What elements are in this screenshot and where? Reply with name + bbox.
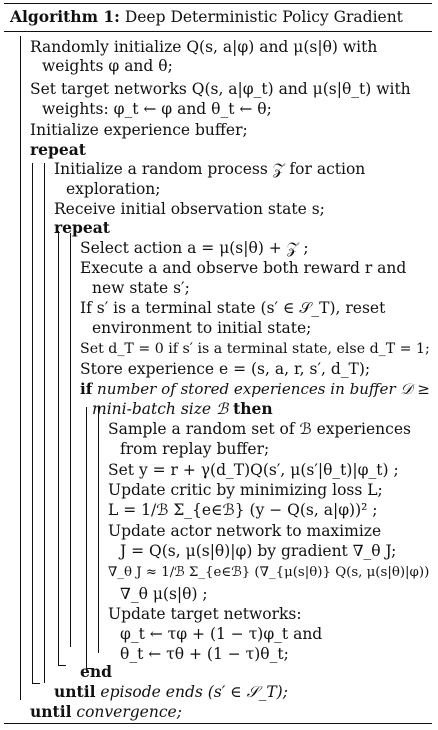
- outer-repeat-bar: [32, 163, 33, 683]
- line-10: Execute a and observe both reward r and: [80, 259, 407, 277]
- outer-repeat-tick: [32, 683, 40, 684]
- line-19: Update critic by minimizing loss L;: [108, 481, 383, 499]
- until-outer-keyword: until: [30, 702, 72, 721]
- outer-repeat-body-bar: [44, 163, 45, 683]
- line-25: Update target networks:: [108, 605, 302, 623]
- inner-repeat-tick: [58, 665, 66, 666]
- line-21: Update actor network to maximize: [108, 522, 382, 540]
- line-18: Set y = r + γ(d_T)Q(s′, μ(s′|θ_t)|φ_t) ;: [108, 461, 399, 479]
- line-16: Sample a random set of ℬ experiences: [108, 420, 411, 438]
- line-26: φ_t ← τφ + (1 − τ)φ_t and: [120, 625, 323, 643]
- line-8: Receive initial observation state s;: [54, 200, 325, 218]
- if-line: [80, 379, 430, 399]
- inner-repeat-body-bar: [70, 233, 71, 647]
- top-rule: [4, 3, 432, 4]
- algorithm-caption: [10, 7, 403, 27]
- if-condition-cont: [92, 399, 273, 419]
- line-1: Randomly initialize Q(s, a|φ) and μ(s|θ) with: [30, 38, 378, 56]
- until-outer-condition: convergence;: [76, 703, 182, 721]
- if-condition-2: mini-batch size ℬ: [92, 400, 229, 418]
- outer-block-bar: [20, 36, 21, 700]
- until-inner-keyword: until: [54, 682, 96, 701]
- line-9: Select action a = μ(s|θ) + 𝒵 ;: [80, 239, 309, 257]
- then-body-bar: [98, 407, 99, 653]
- repeat-inner: repeat: [54, 218, 110, 237]
- line-2: weights φ and θ;: [42, 57, 173, 75]
- line-5: Initialize experience buffer;: [30, 121, 248, 139]
- line-15: Store experience e = (s, a, r, s′, d_T);: [80, 360, 371, 378]
- line-23: ∇_θ J ≈ 1/ℬ Σ_{e∈ℬ} (∇_{μ(s|θ)} Q(s, μ(s|θ)|φ)): [108, 565, 430, 580]
- inner-repeat-bar: [58, 231, 59, 665]
- caption-rule: [4, 31, 432, 32]
- end-if: end: [80, 662, 112, 681]
- bottom-rule: [4, 723, 432, 724]
- line-17: from replay buffer;: [120, 440, 270, 458]
- until-inner-line: [54, 682, 288, 702]
- until-inner-condition: episode ends (s′ ∈ 𝒮_T);: [100, 683, 288, 701]
- line-4: weights: φ_t ← φ and θ_t ← θ;: [42, 100, 272, 118]
- line-14: Set d_T = 0 if s′ is a terminal state, else d_T = 1;: [80, 341, 430, 357]
- line-20: L = 1/ℬ Σ_{e∈ℬ} (y − Q(s, a|φ))² ;: [108, 501, 378, 519]
- if-condition: number of stored experiences in buffer 𝒟 ≥: [97, 380, 430, 398]
- repeat-outer: repeat: [30, 140, 86, 159]
- algorithm-box: [4, 3, 432, 725]
- line-27: θ_t ← τθ + (1 − τ)θ_t;: [120, 645, 289, 663]
- if-bar: [86, 407, 87, 669]
- line-7: exploration;: [66, 180, 161, 198]
- then-keyword: then: [233, 399, 273, 418]
- if-keyword: if: [80, 380, 93, 398]
- line-11: new state s′;: [92, 279, 190, 297]
- caption-label: Algorithm 1:: [10, 7, 120, 26]
- caption-title: Deep Deterministic Policy Gradient: [124, 8, 403, 26]
- line-3: Set target networks Q(s, a|φ_t) and μ(s|θ_t) with: [30, 80, 411, 98]
- until-outer-line: [30, 702, 182, 722]
- line-13: environment to initial state;: [92, 319, 312, 337]
- line-24: ∇_θ μ(s|θ) ;: [120, 585, 208, 603]
- line-6: Initialize a random process 𝒵 for action: [54, 160, 366, 178]
- line-12: If s′ is a terminal state (s′ ∈ 𝒮_T), reset: [80, 299, 386, 317]
- line-22: J = Q(s, μ(s|θ)|φ) by gradient ∇_θ J;: [120, 542, 397, 560]
